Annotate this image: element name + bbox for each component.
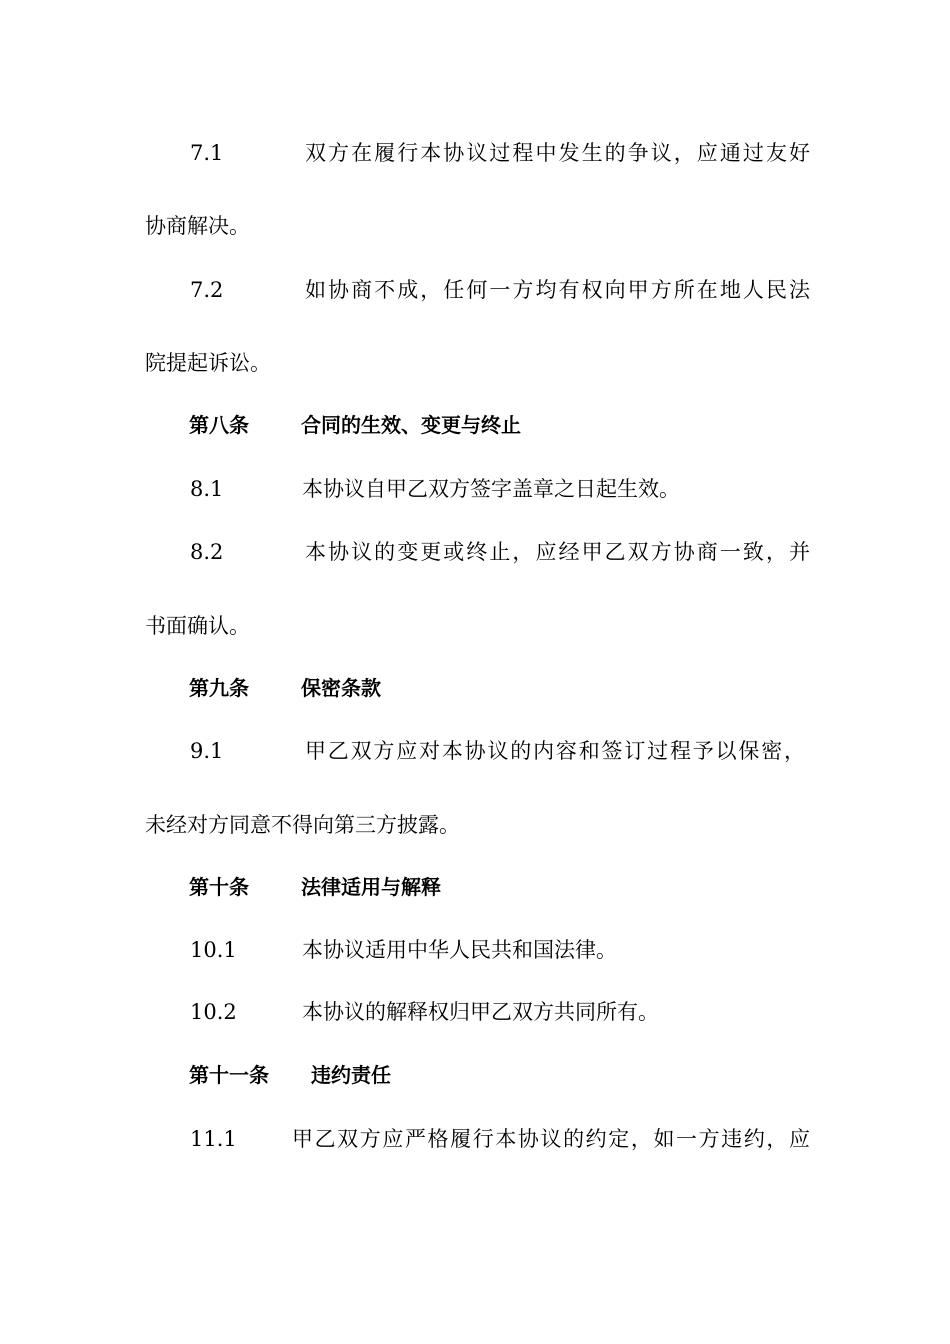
clause-text: 本协议适用中华人民共和国法律。 [302, 938, 617, 962]
article-title: 法律适用与解释 [301, 875, 441, 899]
clause-text: 本协议的解释权归甲乙双方共同所有。 [302, 1000, 659, 1024]
clause-text: 未经对方同意不得向第三方披露。 [145, 813, 460, 837]
clause-number: 7.2 [190, 278, 224, 302]
clause-text: 甲乙双方应对本协议的内容和签订过程予以保密， [305, 739, 805, 763]
clause-number: 10.2 [190, 1000, 237, 1024]
clause-number: 7.1 [190, 141, 224, 165]
clause-text: 院提起诉讼。 [145, 351, 271, 375]
clause-number: 9.1 [190, 739, 224, 763]
article-number: 第八条 [189, 413, 249, 437]
article-number: 第十条 [189, 875, 249, 899]
clause-text: 双方在履行本协议过程中发生的争议，应通过友好 [305, 141, 810, 165]
article-number: 第十一条 [189, 1063, 269, 1087]
clause-text: 甲乙双方应严格履行本协议的约定，如一方违约，应 [292, 1127, 810, 1151]
article-title: 合同的生效、变更与终止 [301, 413, 521, 437]
clause-number: 11.1 [190, 1127, 237, 1151]
clause-text: 协商解决。 [145, 214, 250, 238]
clause-text: 书面确认。 [145, 614, 250, 638]
clause-number: 8.1 [190, 477, 224, 501]
clause-text: 本协议的变更或终止，应经甲乙双方协商一致，并 [305, 540, 810, 564]
clause-text: 如协商不成，任何一方均有权向甲方所在地人民法 [305, 278, 810, 302]
clause-number: 8.2 [190, 540, 224, 564]
clause-number: 10.1 [190, 938, 237, 962]
clause-text: 本协议自甲乙双方签字盖章之日起生效。 [302, 477, 680, 501]
article-title: 违约责任 [311, 1063, 391, 1087]
article-title: 保密条款 [301, 676, 381, 700]
article-number: 第九条 [189, 676, 249, 700]
